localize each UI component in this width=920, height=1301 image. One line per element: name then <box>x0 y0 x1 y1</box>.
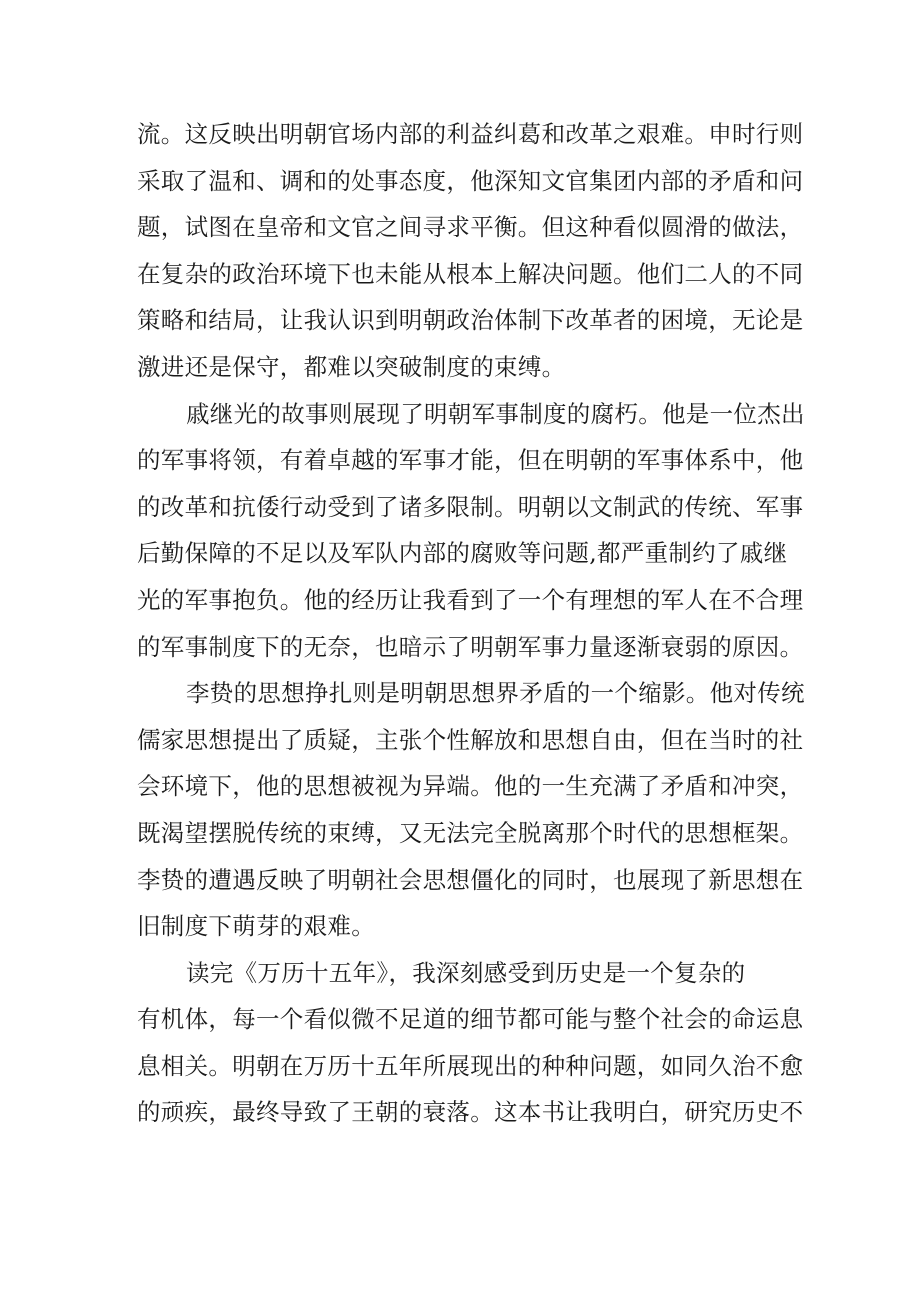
text-line: 旧制度下萌芽的艰难。 <box>137 912 375 941</box>
text-line: 流。这反映出明朝官场内部的利益纠葛和改革之艰难。申时行则 <box>137 120 804 148</box>
text-line: 光的军事抱负。他的经历让我看到了一个有理想的军人在不合理 <box>137 585 804 614</box>
paragraph-first-line: 李贽的思想挣扎则是明朝思想界矛盾的一个缩影。他对传统 <box>186 679 805 708</box>
text-line: 策略和结局，让我认识到明朝政治体制下改革者的困境，无论是 <box>137 306 804 335</box>
text-line: 激进还是保守，都难以突破制度的束缚。 <box>137 352 566 381</box>
text-line: 会环境下，他的思想被视为异端。他的一生充满了矛盾和冲突， <box>137 772 804 801</box>
paragraph-first-line: 读完《万历十五年》，我深刻感受到历史是一个复杂的 <box>186 958 746 987</box>
text-line: 采取了温和、调和的处事态度，他深知文官集团内部的矛盾和问 <box>137 166 804 195</box>
body-text <box>137 111 805 1136</box>
text-line: 后勤保障的不足以及军队内部的腐败等问题,都严重制约了戚继 <box>137 539 788 568</box>
text-line: 在复杂的政治环境下也未能从根本上解决问题。他们二人的不同 <box>137 259 804 288</box>
text-line: 李贽的遭遇反映了明朝社会思想僵化的同时，也展现了新思想在 <box>137 865 804 894</box>
text-line: 儒家思想提出了质疑，主张个性解放和思想自由，但在当时的社 <box>137 725 804 754</box>
text-line: 的军事制度下的无奈，也暗示了明朝军事力量逐渐衰弱的原因。 <box>137 632 804 661</box>
text-line: 的顽疾，最终导致了王朝的衰落。这本书让我明白，研究历史不 <box>137 1098 804 1127</box>
text-line: 题，试图在皇帝和文官之间寻求平衡。但这种看似圆滑的做法， <box>137 213 804 242</box>
paragraph-first-line: 戚继光的故事则展现了明朝军事制度的腐朽。他是一位杰出 <box>186 399 805 428</box>
text-line: 既渴望摆脱传统的束缚，又无法完全脱离那个时代的思想框架。 <box>137 818 804 847</box>
text-line: 息相关。明朝在万历十五年所展现出的种种问题，如同久治不愈 <box>137 1051 804 1080</box>
text-line: 的军事将领，有着卓越的军事才能，但在明朝的军事体系中，他 <box>137 446 804 475</box>
text-line: 的改革和抗倭行动受到了诸多限制。明朝以文制武的传统、军事 <box>137 492 804 521</box>
text-line: 有机体，每一个看似微不足道的细节都可能与整个社会的命运息 <box>137 1005 804 1034</box>
